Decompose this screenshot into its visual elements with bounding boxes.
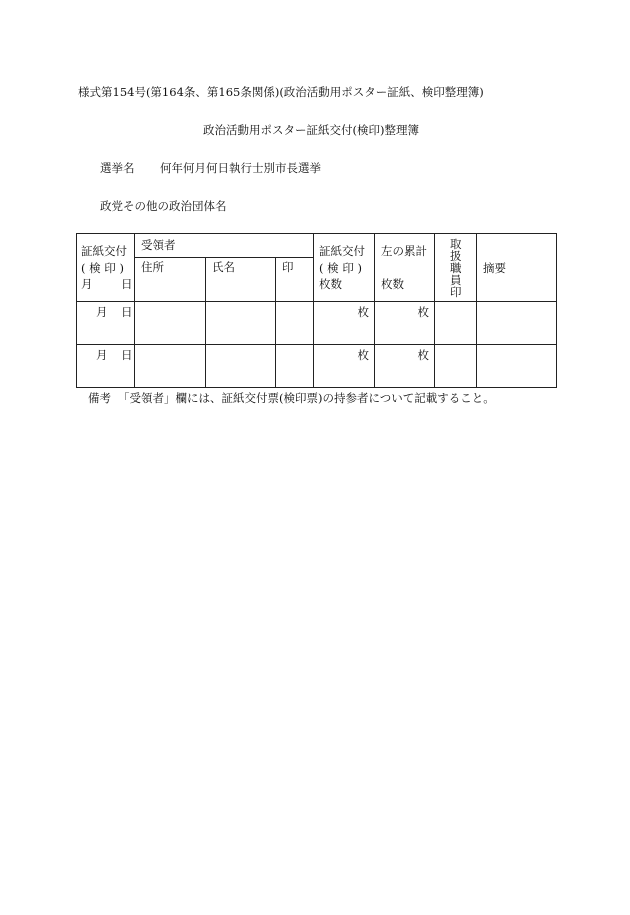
party-name-label: 政党その他の政治団体名: [100, 199, 227, 213]
cumulative-header-line1: 左の累計: [381, 244, 428, 258]
cumulative-header-line2: 枚数: [381, 277, 405, 291]
address-cell[interactable]: [135, 345, 206, 388]
row-day: 日: [121, 348, 133, 362]
table-row: [77, 345, 557, 388]
count-header: [314, 234, 375, 302]
summary-header: [477, 234, 557, 302]
staff-seal-cell[interactable]: [435, 302, 477, 345]
address-header-label: 住所: [141, 260, 164, 274]
staff-seal-cell[interactable]: [435, 345, 477, 388]
issue-date-header-month: 月: [81, 277, 93, 291]
name-cell[interactable]: [206, 302, 276, 345]
staff-seal-char-3: 職: [450, 261, 462, 275]
document-title: 政治活動用ポスター証紙交付(検印)整理簿: [203, 123, 419, 137]
row-month: 月: [96, 305, 108, 319]
issue-date-header-line2: ( 検 印 ): [81, 261, 124, 275]
issue-date-cell[interactable]: [77, 345, 135, 388]
count-cell[interactable]: [314, 345, 375, 388]
cumulative-cell[interactable]: [375, 302, 435, 345]
address-header: [135, 258, 206, 302]
address-cell[interactable]: [135, 302, 206, 345]
recipient-header: [135, 234, 314, 258]
summary-cell[interactable]: [477, 345, 557, 388]
count-header-line3: 枚数: [319, 277, 343, 291]
row-cumulative-unit: 枚: [417, 305, 430, 319]
seal-cell[interactable]: [276, 302, 314, 345]
seal-header: [276, 258, 314, 302]
election-name-label: 選挙名: [100, 161, 135, 175]
row-month: 月: [96, 348, 108, 362]
issue-date-header: [77, 234, 135, 302]
issue-date-cell[interactable]: [77, 302, 135, 345]
name-header-label: 氏名: [212, 260, 235, 274]
count-header-line1: 証紙交付: [319, 244, 366, 258]
ledger-table: [76, 233, 557, 388]
staff-seal-char-2: 扱: [450, 249, 462, 263]
staff-seal-header: [435, 234, 477, 302]
staff-seal-char-4: 員: [450, 273, 462, 287]
staff-seal-char-5: 印: [450, 285, 462, 299]
summary-header-label: 摘要: [483, 261, 507, 275]
form-number: 様式第154号(第164条、第165条関係)(政治活動用ポスター証紙、検印整理簿): [78, 85, 484, 99]
row-day: 日: [121, 305, 133, 319]
row-cumulative-unit: 枚: [417, 348, 430, 362]
issue-date-header-day: 日: [121, 277, 133, 291]
issue-date-header-line1: 証紙交付: [81, 244, 127, 258]
name-cell[interactable]: [206, 345, 276, 388]
staff-seal-char-1: 取: [450, 237, 462, 251]
election-name-value: 何年何月何日執行士別市長選挙: [160, 161, 321, 175]
count-cell[interactable]: [314, 302, 375, 345]
name-header: [206, 258, 276, 302]
summary-cell[interactable]: [477, 302, 557, 345]
recipient-header-label: 受領者: [141, 238, 176, 252]
header-row: [77, 234, 557, 258]
row-count-unit: 枚: [357, 305, 370, 319]
cumulative-cell[interactable]: [375, 345, 435, 388]
remarks-text: 「受領者」欄には、証紙交付票(検印票)の持参者について記載すること。: [118, 391, 495, 405]
table-row: [77, 302, 557, 345]
seal-cell[interactable]: [276, 345, 314, 388]
row-count-unit: 枚: [357, 348, 370, 362]
seal-header-label: 印: [282, 260, 294, 274]
count-header-line2: ( 検 印 ): [319, 261, 362, 275]
cumulative-header: [375, 234, 435, 302]
remarks-label: 備考: [88, 391, 111, 405]
